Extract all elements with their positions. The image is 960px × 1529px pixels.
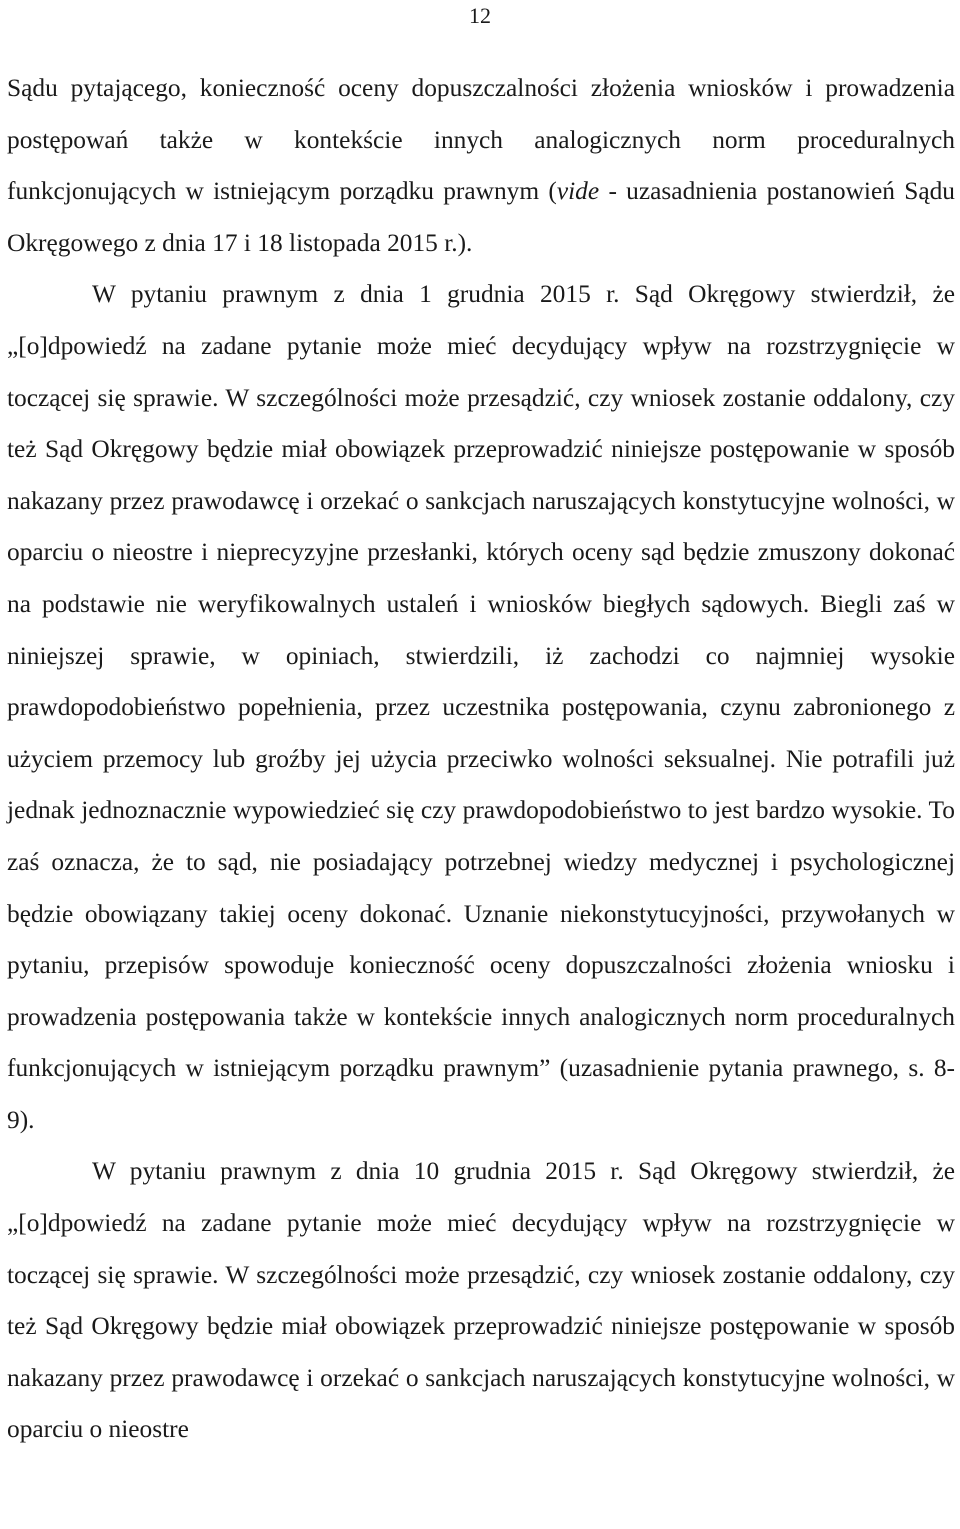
paragraph-question-10-december: W pytaniu prawnym z dnia 10 grudnia 2015 r. Sąd Okręgowy stwierdził, że „[o]dpowiedź na zadane pytanie może mieć decydujący wpływ na rozstrzygnięcie w toczącej się sprawie. W szczególności może przesądzić, czy wniosek zostanie oddalony, czy też Sąd Okręgowy będzie miał obowiązek przeprowadzić niniejsze postępowanie w sposób nakazany przez prawodawcę i orzekać o sankcjach naruszających konstytucyjne wolności, w oparciu o nieostre <box>7 1157 955 1444</box>
paragraph-text: Sądu pytającego, konieczność oceny dopuszczalności złożenia wniosków i prowadzenia postępowań także w kontekście innych analogicznych norm proceduralnych funkcjonujących w istniejącym porządku prawnym ( <box>7 74 955 206</box>
document-body <box>7 63 955 1456</box>
paragraph-continuation <box>7 63 955 269</box>
paragraph-text: - uzasadnienia postanowień Sądu Okręgowego z dnia 17 i 18 listopada 2015 r.). <box>7 177 956 257</box>
page-number: 12 <box>469 3 491 28</box>
italic-term: vide <box>556 177 600 206</box>
paragraph-question-1-december: W pytaniu prawnym z dnia 1 grudnia 2015 r. Sąd Okręgowy stwierdził, że „[o]dpowiedź na zadane pytanie może mieć decydujący wpływ na rozstrzygnięcie w toczącej się sprawie. W szczególności może przesądzić, czy wniosek zostanie oddalony, czy też Sąd Okręgowy będzie miał obowiązek przeprowadzić niniejsze postępowanie w sposób nakazany przez prawodawcę i orzekać o sankcjach naruszających konstytucyjne wolności, w oparciu o nieostre i nieprecyzyjne przesłanki, których oceny sąd będzie zmuszony dokonać na podstawie nie weryfikowalnych ustaleń i wniosków biegłych sądowych. Biegli zaś w niniejszej sprawie, w opiniach, stwierdzili, iż zachodzi co najmniej wysokie prawdopodobieństwo popełnienia, przez uczestnika postępowania, czynu zabronionego z użyciem przemocy lub groźby jej użycia przeciwko wolności seksualnej. Nie potrafili już jednak jednoznacznie wypowiedzieć się czy prawdopodobieństwo to jest bardzo wysokie. To zaś oznacza, że to sąd, nie posiadający potrzebnej wiedzy medycznej i psychologicznej będzie obowiązany takiej oceny dokonać. Uznanie niekonstytucyjności, przywołanych w pytaniu, przepisów spowoduje konieczność oceny dopuszczalności złożenia wniosku i prowadzenia postępowania także w kontekście innych analogicznych norm proceduralnych funkcjonujących w istniejącym porządku prawnym” (uzasadnienie pytania prawnego, s. 8-9). <box>7 280 955 1134</box>
